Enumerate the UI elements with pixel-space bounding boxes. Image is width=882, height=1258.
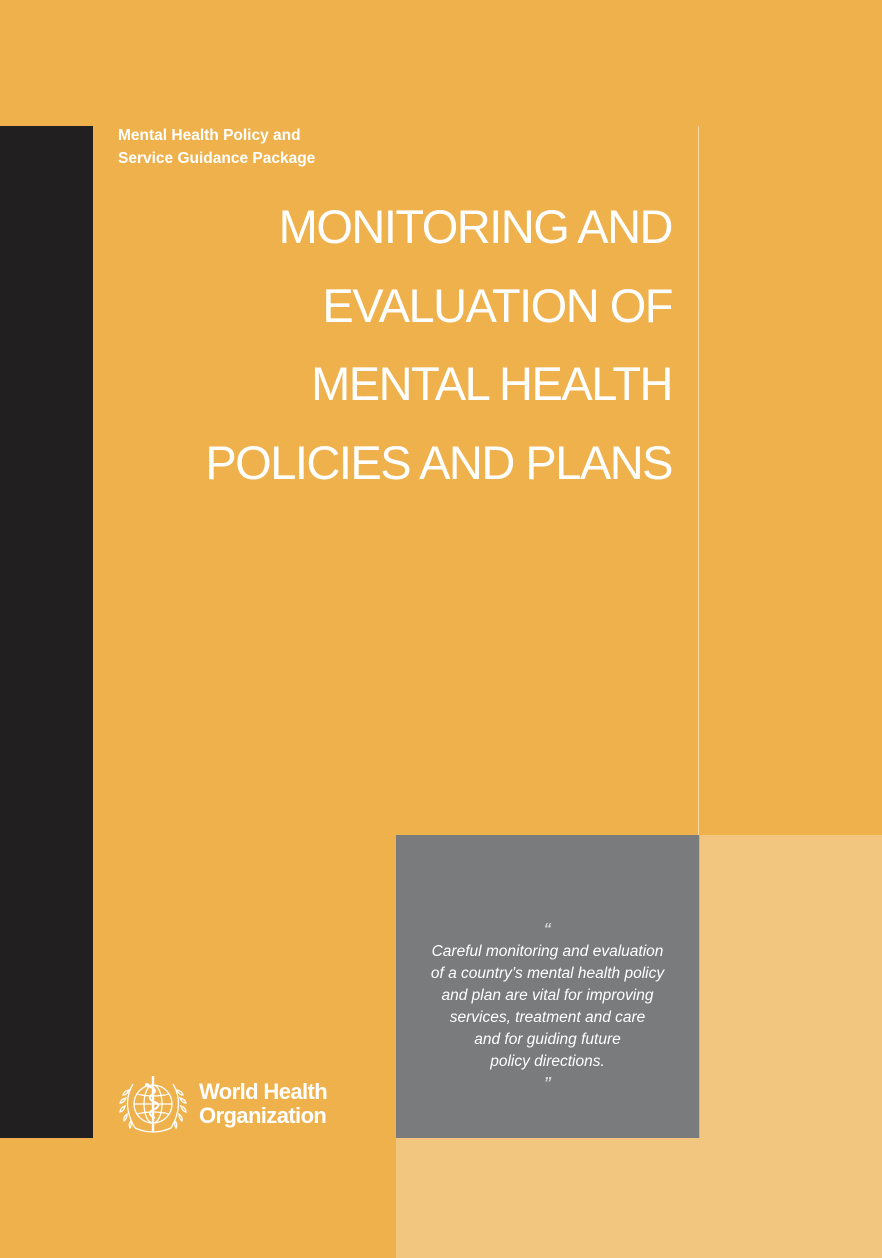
decorative-block-bottom	[396, 1138, 882, 1258]
who-name	[199, 1080, 327, 1128]
side-bar	[0, 126, 93, 1138]
quote-line-3: and plan are vital for improving	[441, 987, 654, 1004]
close-quote-mark: ”	[543, 1075, 552, 1092]
quote-line-2: of a country’s mental health policy	[430, 965, 665, 982]
who-emblem-icon	[117, 1070, 189, 1140]
who-name-line-1: World Health	[199, 1079, 328, 1104]
who-logo	[117, 1070, 357, 1140]
pull-quote	[404, 919, 691, 1095]
series-name	[118, 124, 315, 170]
document-title	[112, 188, 672, 502]
quote-line-6: policy directions. ”	[404, 1051, 691, 1095]
title-line-1: MONITORING AND	[278, 200, 672, 253]
quote-line-1: “ Careful monitoring and evaluation	[404, 919, 691, 963]
quote-line-5: and for guiding future	[474, 1031, 621, 1048]
series-line-2: Service Guidance Package	[118, 150, 316, 167]
who-name-line-2: Organization	[199, 1103, 327, 1128]
title-line-4: POLICIES AND PLANS	[205, 435, 672, 489]
title-line-3: MENTAL HEALTH	[311, 357, 672, 410]
quote-line-4: services, treatment and care	[449, 1009, 646, 1026]
title-line-2: EVALUATION OF	[322, 278, 672, 332]
open-quote-mark: “	[543, 921, 552, 938]
series-line-1: Mental Health Policy and	[118, 127, 301, 144]
